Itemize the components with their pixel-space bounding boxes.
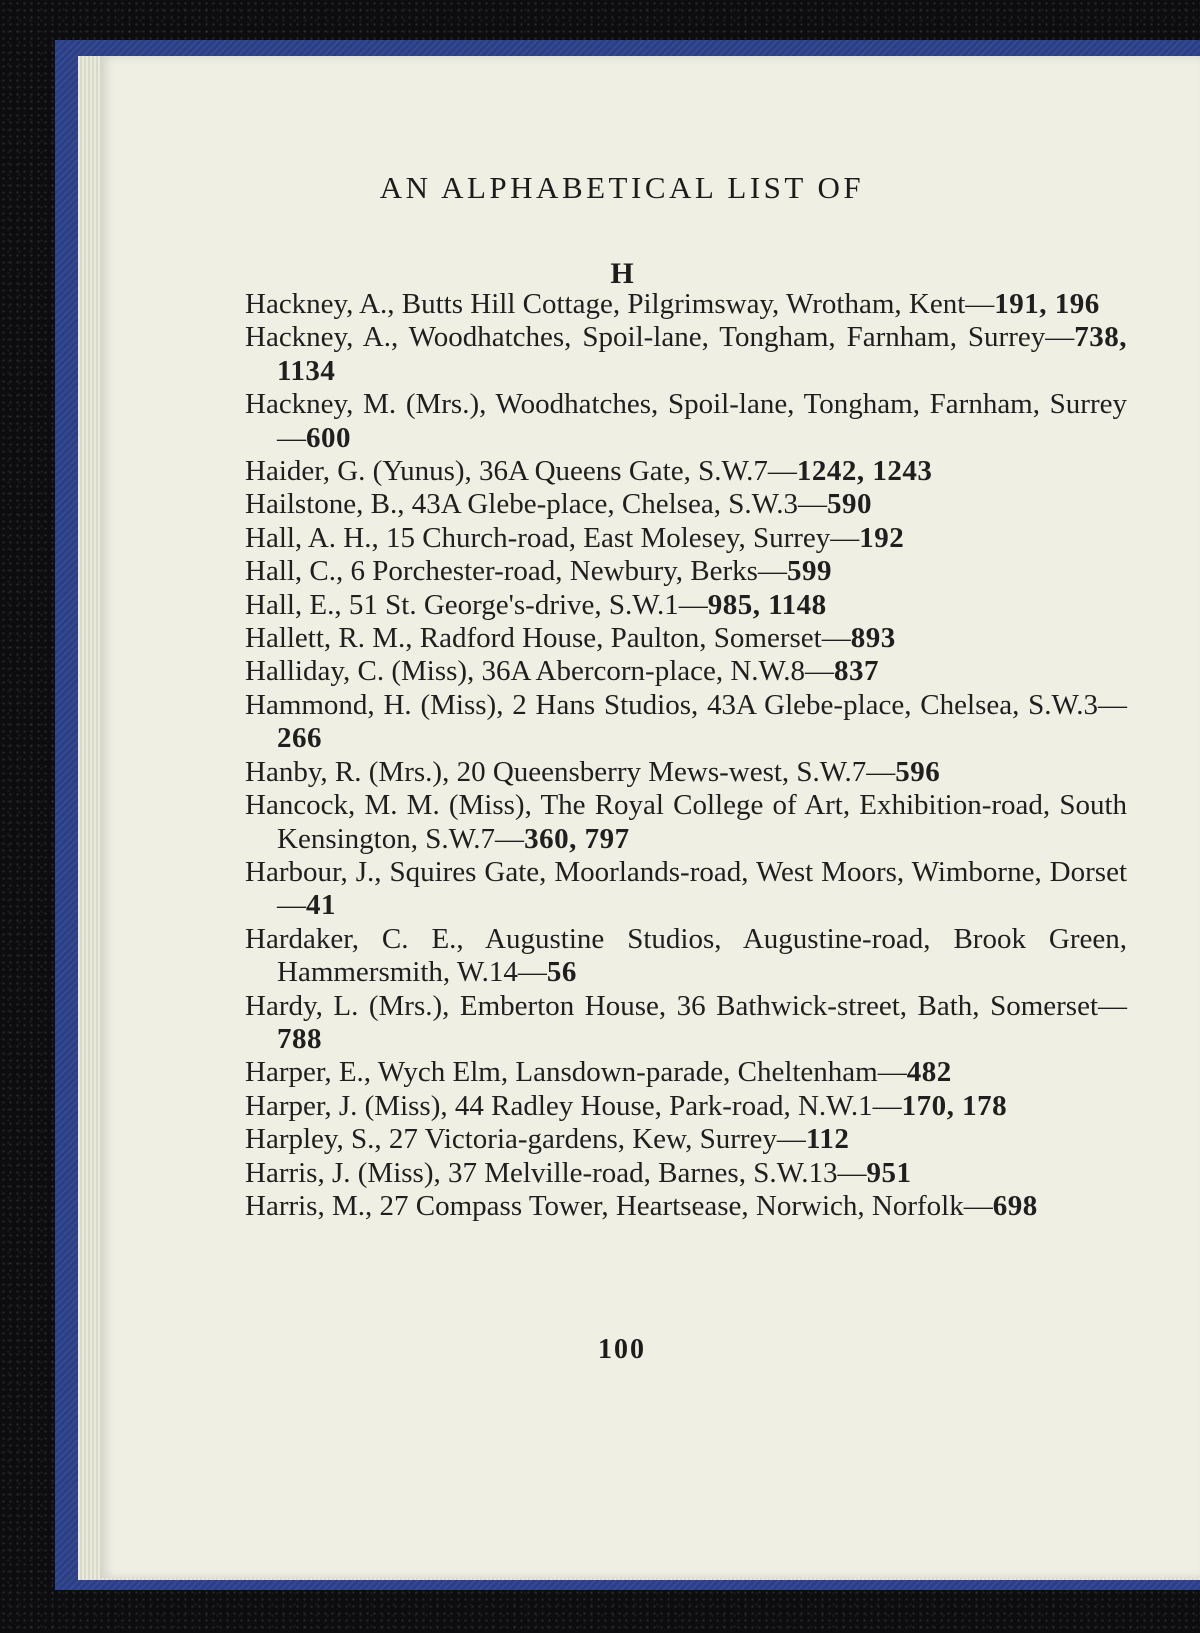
list-entry [245, 488, 1127, 521]
entry-text: Halliday, C. (Miss), 36A Abercorn-place, N.W.8— [245, 655, 835, 688]
entry-text: Hackney, M. (Mrs.), Woodhatches, Spoil-lane, Tongham, Farnham, Surrey— [245, 388, 1127, 454]
entry-refs: 596 [895, 755, 941, 788]
list-entry [245, 655, 1127, 688]
entry-list [245, 288, 1127, 1223]
entry-refs: 360, 797 [524, 822, 630, 855]
entry-refs: 590 [827, 488, 873, 521]
list-entry [245, 455, 1127, 488]
entry-text: Harris, M., 27 Compass Tower, Heartsease, Norwich, Norfolk— [245, 1189, 993, 1222]
book-page [100, 56, 1200, 1578]
running-head: AN ALPHABETICAL LIST OF [379, 170, 865, 205]
list-entry [245, 789, 1127, 856]
entry-text: Harper, E., Wych Elm, Lansdown-parade, Cheltenham— [245, 1056, 907, 1089]
entry-refs: 837 [834, 655, 880, 688]
entry-refs: 893 [850, 622, 896, 655]
entry-refs: 266 [277, 722, 322, 755]
list-entry [245, 689, 1127, 756]
entry-refs: 170, 178 [901, 1089, 1008, 1122]
list-entry [245, 1190, 1127, 1223]
entry-refs: 191, 196 [994, 288, 1100, 320]
section-letter: H [610, 257, 634, 290]
entry-refs: 599 [786, 555, 832, 588]
entry-text: Harbour, J., Squires Gate, Moorlands-road, West Moors, Wimborne, Dorset— [245, 855, 1127, 922]
list-entry [245, 321, 1127, 388]
list-entry [245, 555, 1127, 588]
entry-refs: 951 [866, 1156, 912, 1189]
entry-text: Hanby, R. (Mrs.), 20 Queensberry Mews-west, S.W.7— [245, 755, 896, 788]
list-entry [245, 622, 1127, 655]
entry-text: Hammond, H. (Miss), 2 Hans Studios, 43A Glebe-place, Chelsea, S.W.3— [245, 688, 1127, 721]
entry-text: Harris, J. (Miss), 37 Melville-road, Barnes, S.W.13— [245, 1156, 867, 1189]
list-entry [245, 1090, 1127, 1123]
entry-text: Hallett, R. M., Radford House, Paulton, Somerset— [245, 622, 851, 655]
entry-refs: 112 [805, 1123, 850, 1156]
list-entry [245, 288, 1127, 321]
entry-text: Hackney, A., Butts Hill Cottage, Pilgrimsway, Wrotham, Kent— [245, 288, 995, 320]
entry-text: Hall, C., 6 Porchester-road, Newbury, Berks— [245, 555, 787, 588]
entry-text: Hall, A. H., 15 Church-road, East Molesey, Surrey— [245, 521, 860, 554]
entry-refs: 41 [306, 889, 336, 922]
list-entry [245, 388, 1127, 455]
entry-text: Hailstone, B., 43A Glebe-place, Chelsea, S.W.3— [245, 488, 828, 521]
entry-text: Hardy, L. (Mrs.), Emberton House, 36 Bathwick-street, Bath, Somerset— [245, 989, 1127, 1022]
entry-text: Harper, J. (Miss), 44 Radley House, Park-road, N.W.1— [245, 1089, 902, 1122]
list-entry [245, 1056, 1127, 1089]
entry-refs: 192 [859, 521, 905, 554]
list-entry [245, 1123, 1127, 1156]
entry-text: Haider, G. (Yunus), 36A Queens Gate, S.W.7— [245, 455, 797, 488]
entry-refs: 788 [277, 1022, 322, 1055]
list-entry [245, 756, 1127, 789]
entry-text: Hardaker, C. E., Augustine Studios, Augustine-road, Brook Green, Hammersmith, W.14— [245, 922, 1127, 989]
page-number: 100 [598, 1334, 646, 1365]
entry-refs: 985, 1148 [707, 588, 827, 621]
entry-refs: 698 [992, 1189, 1038, 1222]
list-entry [245, 856, 1127, 923]
list-entry [245, 1157, 1127, 1190]
entry-text: Hall, E., 51 St. George's-drive, S.W.1— [245, 588, 708, 621]
list-entry [245, 923, 1127, 990]
entry-refs: 482 [906, 1056, 952, 1089]
entry-text: Hancock, M. M. (Miss), The Royal College of Art, Exhibition-road, South Kensington, S.W.7— [245, 789, 1127, 855]
entry-refs: 738, 1134 [277, 321, 1127, 387]
list-entry [245, 589, 1127, 622]
entry-refs: 1242, 1243 [796, 455, 933, 488]
entry-refs: 600 [306, 421, 351, 454]
list-entry [245, 522, 1127, 555]
list-entry [245, 990, 1127, 1057]
entry-text: Harpley, S., 27 Victoria-gardens, Kew, Surrey— [245, 1123, 806, 1156]
entry-refs: 56 [546, 956, 577, 989]
entry-text: Hackney, A., Woodhatches, Spoil-lane, Tongham, Farnham, Surrey— [245, 321, 1075, 354]
